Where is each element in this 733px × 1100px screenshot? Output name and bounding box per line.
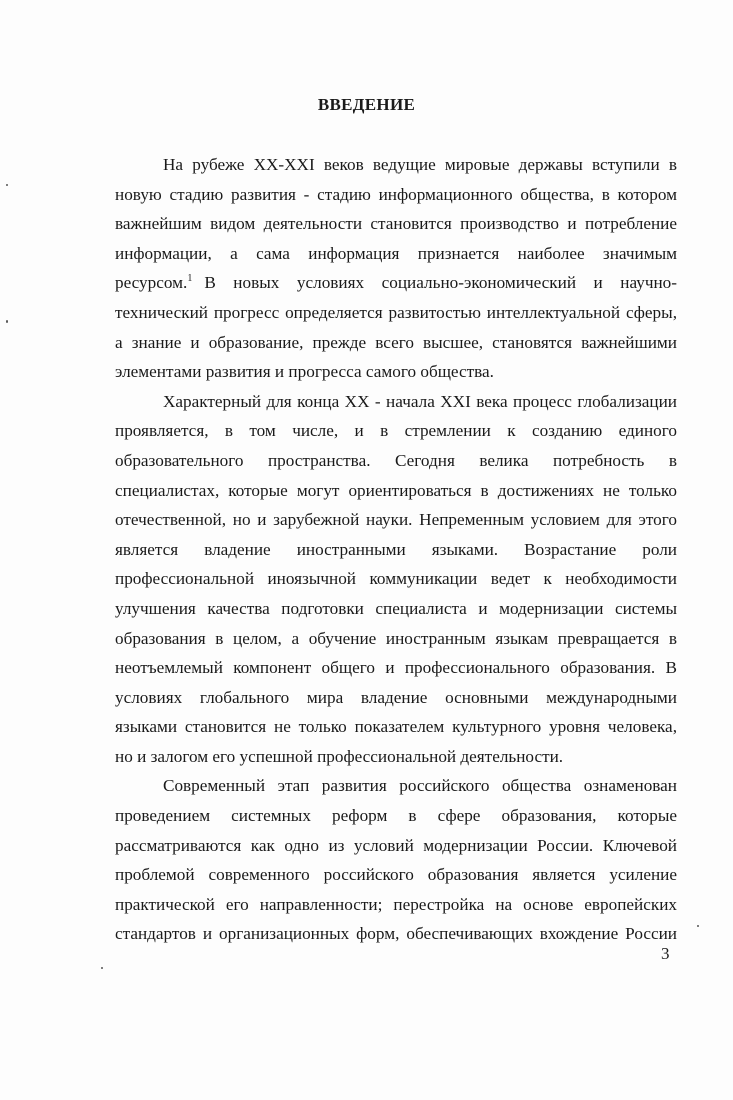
text-line: образования в целом, а обучение иностранным языкам превращается в [115, 628, 677, 648]
text-line: профессиональной иноязычной коммуникации ведет к необходимости [115, 569, 677, 589]
text-line: проявляется, в том числе, и в стремлении к созданию единого [115, 421, 677, 441]
text-line: является владение иностранными языками. Возрастание роли [115, 539, 677, 559]
page-title: ВВЕДЕНИЕ [317, 95, 416, 114]
text-line: а знание и образование, прежде всего высшее, становятся важнейшими [115, 332, 677, 352]
text-line: информации, а сама информация признается наиболее значимым [115, 243, 677, 263]
scan-speck [101, 967, 103, 969]
text-line: Характерный для конца XX - начала XXI века процесс глобализации [163, 391, 677, 411]
body-text [115, 150, 677, 949]
text-line: элементами развития и прогресса самого общества. [115, 362, 494, 382]
text-line: На рубеже XX-XXI веков ведущие мировые державы вступили в [163, 155, 677, 174]
text-fragment: В новых условиях социально-экономический и научно- [204, 273, 677, 293]
text-line: важнейшим видом деятельности становится производство и потребление [115, 214, 677, 234]
text-line: практической его направленности; перестройка на основе европейских [115, 894, 677, 914]
text-line: языками становится не только показателем культурного уровня человека, [115, 717, 677, 737]
text-line: рассматриваются как одно из условий модернизации России. Ключевой [115, 835, 677, 855]
scan-speck [6, 320, 8, 323]
text-line: образовательного пространства. Сегодня велика потребность в [115, 450, 677, 470]
text-line: но и залогом его успешной профессиональной деятельности. [115, 746, 564, 766]
text-fragment: ресурсом. [115, 273, 188, 293]
footnote-marker[interactable]: 1 [187, 273, 193, 285]
text-line: Современный этап развития российского общества ознаменован [163, 776, 677, 796]
text-line: технический прогресс определяется развитостью интеллектуальной сферы, [115, 302, 677, 322]
text-line: стандартов и организационных форм, обеспечивающих вхождение России [115, 924, 677, 944]
text-line: новую стадию развития - стадию информационного общества, в котором [115, 184, 677, 204]
text-line: специалистах, которые могут ориентироваться в достижениях не только [115, 480, 677, 500]
paragraph-2 [115, 387, 677, 772]
text-line: отечественной, но и зарубежной науки. Непременным условием для этого [115, 510, 677, 530]
text-line: условиях глобального мира владение основными международными [115, 687, 677, 707]
page-number: 3 [661, 944, 670, 963]
paragraph-1 [115, 150, 677, 387]
scan-speck [6, 184, 8, 186]
text-line: проведением системных реформ в сфере образования, которые [115, 806, 677, 826]
text-line: проблемой современного российского образования является усиление [115, 865, 677, 885]
scan-speck [697, 925, 699, 927]
text-fragment [115, 268, 192, 298]
text-line: неотъемлемый компонент общего и профессионального образования. В [115, 658, 677, 678]
paragraph-3 [115, 771, 677, 949]
text-line-with-footnote [115, 268, 677, 298]
text-line: улучшения качества подготовки специалиста и модернизации системы [115, 598, 677, 618]
